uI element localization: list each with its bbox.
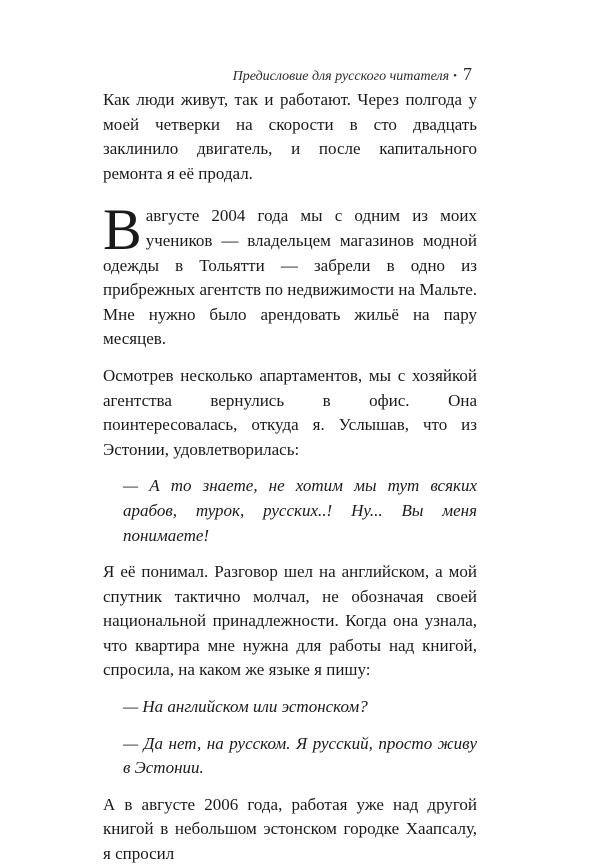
running-title: Предисловие для русского читателя [232,69,450,84]
running-head [233,64,472,85]
paragraph-4: Я её понимал. Разговор шел на английском, а мой спутник тактично молчал, не обозначая своей национальной принадлежности. Когда она узнала, что квартира мне нужна для работы над книгой, спросила, на каком же языке я пишу: [103,562,477,680]
paragraph-2 [103,197,477,352]
quote-1: — А то знаете, не хотим мы тут всяких арабов, турок, русских..! Ну... Вы меня понимаете! [123,476,477,545]
bullet-separator: • [453,70,457,82]
paragraph-2-text: августе 2004 года мы с одним из моих учеников — владельцем магазинов модной одежды в Тольятти — забрели в одно из прибрежных агентств по недвижимости на Мальте. Мне нужно было арендовать жильё на пару месяцев. [103,206,477,349]
quote-2: — На английском или эстонском? [123,697,368,717]
drop-cap: В [103,197,142,263]
paragraph-1: Как люди живут, так и работают. Через полгода у моей четверки на скорости в сто двадцать заклинило двигатель, и после капитального ремонта я её продал. [103,90,477,183]
paragraph-5: А в августе 2006 года, работая уже над другой книгой в небольшом эстонском городке Хаапсалу, я спросил [103,794,477,864]
page-number: 7 [463,64,472,84]
paragraph-3: Осмотрев несколько апартаментов, мы с хозяйкой агентства вернулись в офис. Она поинтересовалась, откуда я. Услышав, что из Эстонии, удовлетворилась: [103,365,477,459]
quote-3: — Да нет, на русском. Я русский, просто живу в Эстонии. [123,733,477,778]
